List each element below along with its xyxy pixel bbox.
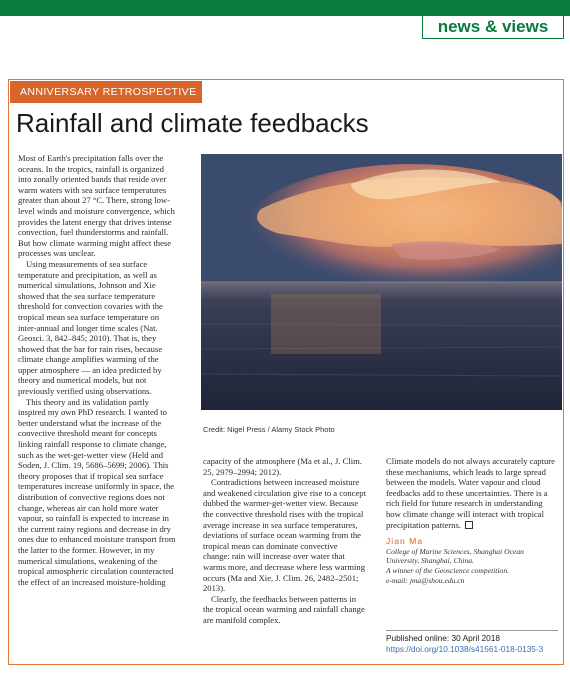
paragraph: Most of Earth's precipitation falls over the oceans. In the tropics, rainfall is organized into zonally oriented bands that reside over warm waters with sea surface temperatures greater than about 27 °C. There, strong low-level winds and moisture convergence, which provides the latent energy that drives intense convection, fuel thunderstorms and rainfall. But how climate warming might affect these processes was unclear. bbox=[18, 153, 175, 259]
column-2 bbox=[203, 456, 366, 626]
author-affiliation: College of Marine Sciences, Shanghai Ocean University, Shanghai, China. bbox=[386, 546, 524, 566]
article-type-banner: ANNIVERSARY RETROSPECTIVE bbox=[10, 81, 202, 103]
photo-credit: Credit: Nigel Press / Alamy Stock Photo bbox=[203, 425, 335, 434]
paragraph: capacity of the atmosphere (Ma et al., J. Clim. 25, 2979–2994; 2012). bbox=[203, 456, 362, 477]
column-1 bbox=[18, 153, 178, 587]
paragraph bbox=[386, 456, 556, 530]
paragraph: Contradictions between increased moisture and weakened circulation give rise to a concept dubbed the warmer-get-wetter view. Because the convective threshold rises with the tropical average increase in sea surface temperatures, deviations of surface ocean warming from the tropical mean can dominate convective change: rain will increase over water that warms more, and decrease where less warming occurs (Ma and Xie, J. Clim. 26, 2482–2501; 2013). bbox=[203, 477, 366, 594]
publication-info bbox=[386, 630, 558, 655]
paragraph: Using measurements of sea surface temperature and precipitation, as well as numerical simulations, Johnson and Xie showed that the sea surface temperature threshold for convection covaries with the tropical mean sea surface temperature on inter-annual and longer time scales (Nat. Geosci. 3, 842–845; 2010). That is, they showed that the bar for rain rises, because climate change amplifies warming of the upper atmosphere — an idea predicted by theory and numerical models, but not previously verified using observations. bbox=[18, 258, 163, 397]
end-of-article-mark bbox=[465, 521, 473, 529]
sunset-cloud-photo bbox=[201, 154, 562, 410]
photo-illustration bbox=[201, 154, 562, 410]
paragraph: Clearly, the feedbacks between patterns in the tropical ocean warming and rainfall change are manifold complex. bbox=[203, 593, 365, 625]
paragraph: This theory and its validation partly inspired my own PhD research. I wanted to better understand what the increase of the convective threshold meant for concepts linking rainfall response to climate change, such as the wet-get-wetter view (Held and Soden, J. Clim. 19, 5686–5699; 2006). This theory proposes that if tropical sea surface temperatures increase uniformly in space, the distribution of convective regions does not change, whereas air can hold more water vapour, so rainfall is expected to increase in the current rainy regions and decrease in dry ones due to enhanced moisture transport from the latter to the former. However, in my numerical simulations, weakening of the tropical atmospheric circulation counteracted the effect of an increased moisture-holding bbox=[18, 396, 176, 587]
published-date: Published online: 30 April 2018 bbox=[386, 633, 500, 643]
doi-link[interactable]: https://doi.org/10.1038/s41561-018-0135-3 bbox=[386, 644, 544, 654]
author-name: Jian Ma bbox=[386, 536, 424, 547]
author-note: A winner of the Geoscience competition. bbox=[386, 565, 510, 575]
paragraph-text: Climate models do not always accurately capture these mechanisms, which leads to large spread between the models. Water vapour and cloud feedbacks add to these uncertainties. There is a rich field for future research in understanding how climate change will interact with tropical precipitation patterns. bbox=[386, 456, 555, 530]
top-color-bar bbox=[0, 0, 570, 16]
section-tag: news & views bbox=[422, 16, 564, 39]
article-title: Rainfall and climate feedbacks bbox=[16, 108, 369, 138]
author-email[interactable]: e-mail: jma@shou.edu.cn bbox=[386, 575, 465, 585]
column-3 bbox=[386, 456, 556, 585]
